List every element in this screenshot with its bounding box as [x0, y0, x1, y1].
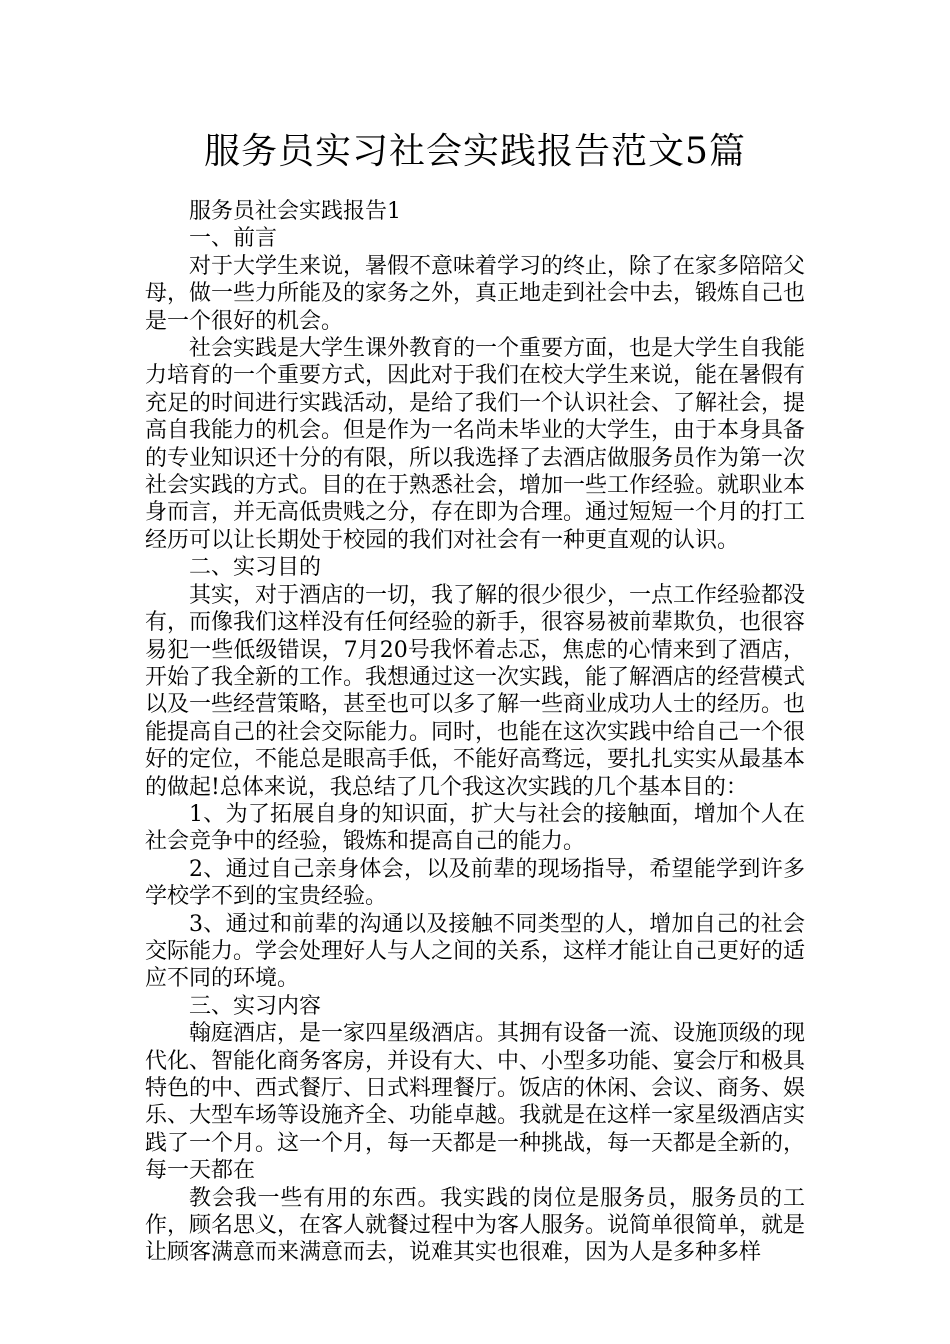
section-heading: 二、实习目的 [189, 555, 322, 581]
section-heading: 三、实习内容 [189, 993, 322, 1019]
document-title: 服务员实习社会实践报告范文5篇 [204, 131, 746, 172]
paragraph: 教会我一些有用的东西。我实践的岗位是服务员，服务员的工作，顾名思义，在客人就餐过程中为客人服务。说简单很简单，就是让顾客满意而来满意而去，说难其实也很难，因为人是多种多样 [145, 1185, 806, 1266]
list-item: 1、为了拓展自身的知识面，扩大与社会的接触面，增加个人在社会竞争中的经验，锻炼和提高自己的能力。 [145, 801, 805, 855]
document-body [145, 198, 805, 1267]
paragraph: 对于大学生来说，暑假不意味着学习的终止，除了在家多陪陪父母，做一些力所能及的家务之外，真正地走到社会中去，锻炼自己也是一个很好的机会。 [145, 253, 806, 334]
section-heading: 服务员社会实践报告1 [189, 199, 401, 224]
paragraph: 翰庭酒店，是一家四星级酒店。其拥有设备一流、设施顶级的现代化、智能化商务客房，并设有大、中、小型多功能、宴会厅和极具特色的中、西式餐厅、日式料理餐厅。饭店的休闲、会议、商务、娱乐、大型车场等设施齐全、功能卓越。我就是在这样一家星级酒店实践了一个月。这一个月，每一天都是一种挑战，每一天都是全新的，每一天都在 [145, 1021, 806, 1184]
paragraph: 其实，对于酒店的一切，我了解的很少很少，一点工作经验都没有，而像我们这样没有任何经验的新手，很容易被前辈欺负，也很容易犯一些低级错误，7月20号我怀着忐忑，焦虑的心情来到了酒店，开始了我全新的工作。我想通过这一次实践，能了解酒店的经营模式以及一些经营策略，甚至也可以多了解一些商业成功人士的经历。也能提高自己的社会交际能力。同时，也能在这次实践中给自己一个很好的定位，不能总是眼高手低，不能好高骛远，要扎扎实实从最基本的做起!总体来说，我总结了几个我这次实践的几个基本目的： [145, 582, 806, 800]
paragraph: 社会实践是大学生课外教育的一个重要方面，也是大学生自我能力培育的一个重要方式，因此对于我们在校大学生来说，能在暑假有充足的时间进行实践活动，是给了我们一个认识社会、了解社会，提高自我能力的机会。但是作为一名尚未毕业的大学生，由于本身具备的专业知识还十分的有限，所以我选择了去酒店做服务员作为第一次社会实践的方式。目的在于熟悉社会，增加一些工作经验。就职业本身而言，并无高低贵贱之分，存在即为合理。通过短短一个月的打工经历可以让长期处于校园的我们对社会有一种更直观的认识。 [145, 336, 806, 553]
list-item: 3、通过和前辈的沟通以及接触不同类型的人，增加自己的社会交际能力。学会处理好人与人之间的关系，这样才能让自己更好的适应不同的环境。 [145, 911, 806, 992]
list-item: 2、通过自己亲身体会，以及前辈的现场指导，希望能学到许多学校学不到的宝贵经验。 [145, 856, 805, 910]
section-heading: 一、前言 [189, 226, 278, 252]
